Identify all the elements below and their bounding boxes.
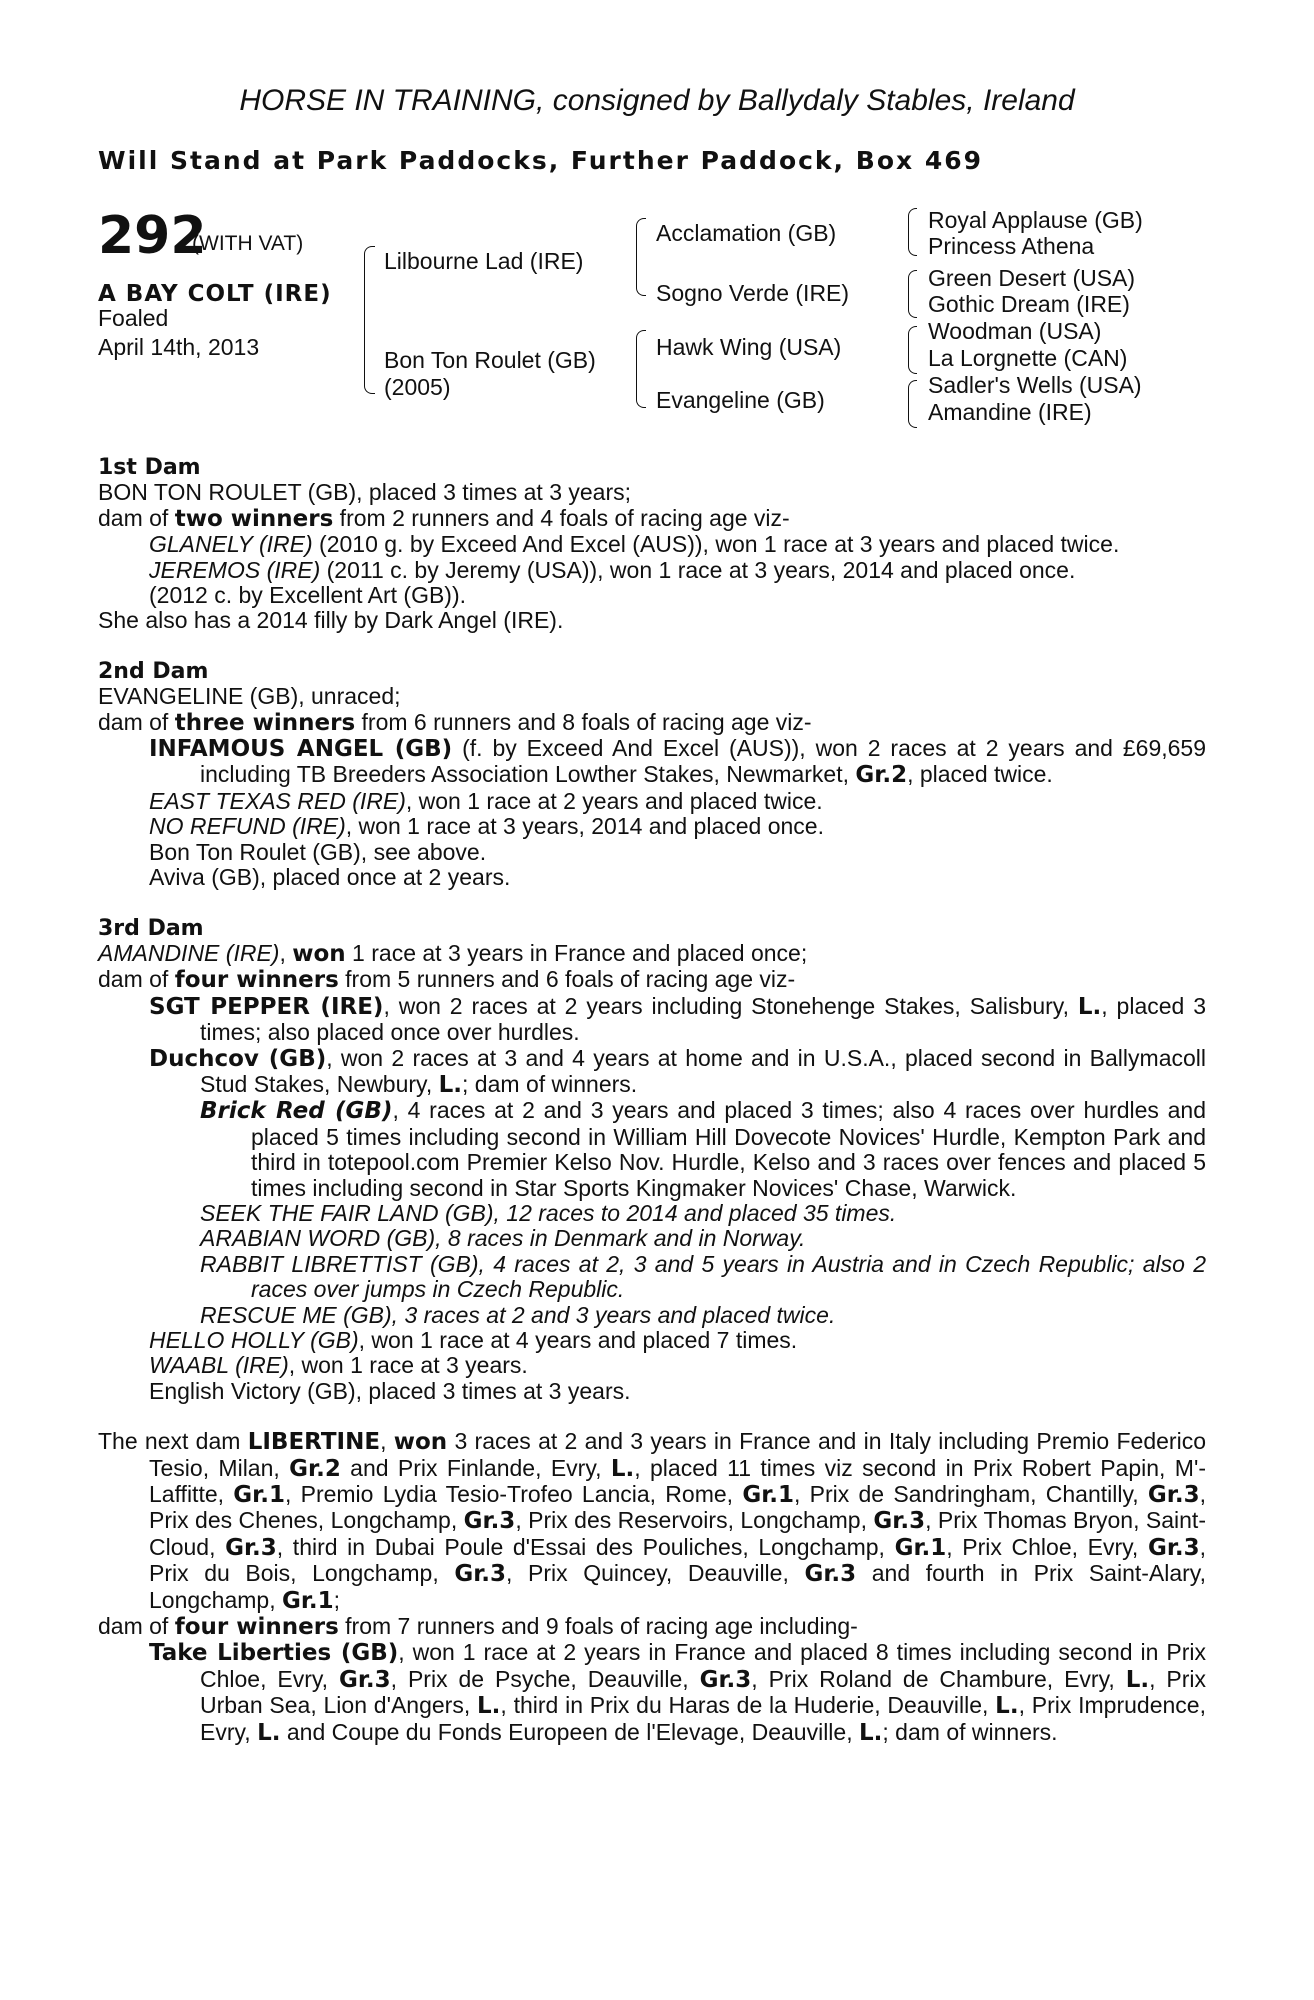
second-dam-produce-1: INFAMOUS ANGEL (GB) (f. by Exceed And Excel (AUS)), won 2 races at 2 years and £69,659 including TB Breeders Association Lowther Stakes, Newmarket, Gr.2, placed twice. (149, 735, 1207, 789)
third-dam-heading: 3rd Dam (98, 915, 204, 941)
pedigree-gg5: Woodman (USA) (928, 318, 1102, 344)
first-dam-summary: BON TON ROULET (GB), placed 3 times at 3 years; (98, 479, 632, 506)
second-dam-produce-2: EAST TEXAS RED (IRE), won 1 race at 2 years and placed twice. (149, 787, 823, 814)
pedigree-gg8: Amandine (IRE) (928, 399, 1092, 425)
duchcov-produce-arabian: ARABIAN WORD (GB), 8 races in Denmark and in Norway. (200, 1225, 806, 1252)
pedigree-brace-parents (364, 246, 375, 394)
duchcov-produce-rabbit: RABBIT LIBRETTIST (GB), 4 races at 2, 3 and 5 years in Austria and in Czech Republic; also 2 races over jumps in Czech Republic. (200, 1250, 1206, 1303)
third-dam-summary: AMANDINE (IRE), won 1 race at 3 years in France and placed once; (98, 939, 808, 967)
first-dam-produce-3: (2012 c. by Excellent Art (GB)). (149, 582, 467, 609)
pedigree-gg3: Green Desert (USA) (928, 265, 1136, 291)
pedigree-gg6: La Lorgnette (CAN) (928, 345, 1128, 371)
first-dam-produce-intro: dam of two winners from 2 runners and 4 foals of racing age viz- (98, 504, 790, 532)
pedigree-sire: Lilbourne Lad (IRE) (384, 248, 584, 274)
pedigree-sire-dam: Sogno Verde (IRE) (656, 280, 850, 306)
pedigree-dam-sire: Hawk Wing (USA) (656, 334, 842, 360)
pedigree-brace-g4 (908, 380, 917, 428)
produce-record (98, 455, 1206, 1746)
second-dam-produce-3: NO REFUND (IRE), won 1 race at 3 years, 2014 and placed once. (149, 813, 824, 840)
pedigree-brace-g2 (908, 270, 917, 318)
pedigree-brace-dam (636, 330, 646, 408)
pedigree-dam-year: (2005) (384, 374, 451, 400)
third-dam-produce-waabl: WAABL (IRE), won 1 race at 3 years. (149, 1352, 528, 1379)
first-dam-foal-note: She also has a 2014 filly by Dark Angel (IRE). (98, 607, 564, 634)
next-dam-produce-take-liberties: Take Liberties (GB), won 1 race at 2 years in France and placed 8 times including second in Prix Chloe, Evry, Gr.3, Prix de Psyche, Deauville, Gr.3, Prix Roland de Chambure, Evry, L., Prix Urban Sea, Lion d'Angers, L., third in Prix du Haras de la Huderie, Deauville, L., Prix Imprudence, Evry, L. and Coupe du Fonds Europeen de l'Elevage, Deauville, L.; dam of winners. (149, 1639, 1207, 1746)
pedigree-sire-sire: Acclamation (GB) (656, 220, 837, 246)
first-dam-produce-1: GLANELY (IRE) (2010 g. by Exceed And Excel (AUS)), won 1 race at 3 years and placed twice. (149, 531, 1120, 558)
foaled-date: April 14th, 2013 (98, 334, 260, 360)
pedigree-brace-sire (636, 218, 646, 296)
lot-description: A BAY COLT (IRE) (98, 281, 332, 307)
vat-note: (WITH VAT) (192, 232, 304, 255)
catalogue-title: HORSE IN TRAINING, consigned by Ballydaly Stables, Ireland (239, 84, 1075, 117)
foaled-label: Foaled (98, 305, 169, 331)
third-dam-produce-hello-holly: HELLO HOLLY (GB), won 1 race at 4 years and placed 7 times. (149, 1327, 798, 1353)
first-dam-produce-2: JEREMOS (IRE) (2011 c. by Jeremy (USA)), won 1 race at 3 years, 2014 and placed once. (149, 556, 1076, 583)
pedigree-gg4: Gothic Dream (IRE) (928, 291, 1130, 317)
pedigree-dam: Bon Ton Roulet (GB) (384, 347, 596, 373)
duchcov-produce-brick-red: Brick Red (GB), 4 races at 2 and 3 years and placed 3 times; also 4 races over hurdles and placed 5 times including second in William Hill Dovecote Novices' Hurdle, Kempton Park and third in totepool.com Premier Kelso Nov. Hurdle, Kelso and 3 races over fences and placed 5 times including second in Star Sports Kingmaker Novices' Chase, Warwick. (200, 1097, 1207, 1201)
third-dam-produce-intro: dam of four winners from 5 runners and 6 foals of racing age viz- (98, 966, 796, 994)
next-dam-summary: The next dam LIBERTINE, won 3 races at 2 and 3 years in France and in Italy including Premio Federico Tesio, Milan, Gr.2 and Prix Finlande, Evry, L., placed 11 times viz second in Prix Robert Papin, M'-Laffitte, Gr.1, Premio Lydia Tesio-Trofeo Lancia, Rome, Gr.1, Prix de Sandringham, Chantilly, Gr.3, Prix des Chenes, Longchamp, Gr.3, Prix des Reservoirs, Longchamp, Gr.3, Prix Thomas Bryon, Saint-Cloud, Gr.3, third in Dubai Poule d'Essai des Pouliches, Longchamp, Gr.1, Prix Chloe, Evry, Gr.3, Prix du Bois, Longchamp, Gr.3, Prix Quincey, Deauville, Gr.3 and fourth in Prix Saint-Alary, Longchamp, Gr.1; (98, 1428, 1207, 1614)
pedigree-brace-g3 (908, 326, 917, 374)
pedigree-gg1: Royal Applause (GB) (928, 207, 1143, 233)
pedigree-gg7: Sadler's Wells (USA) (928, 372, 1142, 398)
third-dam-produce-english-victory: English Victory (GB), placed 3 times at 3 years. (149, 1377, 631, 1404)
stand-location: Will Stand at Park Paddocks, Further Paddock, Box 469 (98, 146, 984, 175)
pedigree-brace-g1 (908, 208, 917, 256)
lot-number: 292 (98, 206, 207, 266)
next-dam-produce-intro: dam of four winners from 7 runners and 9 foals of racing age including- (98, 1613, 858, 1641)
second-dam-summary: EVANGELINE (GB), unraced; (98, 683, 401, 710)
duchcov-produce-seek: SEEK THE FAIR LAND (GB), 12 races to 2014 and placed 35 times. (200, 1199, 897, 1226)
pedigree-dam-dam: Evangeline (GB) (656, 387, 825, 413)
first-dam-heading: 1st Dam (98, 455, 201, 480)
second-dam-produce-intro: dam of three winners from 6 runners and 8 foals of racing age viz- (98, 708, 812, 736)
third-dam-produce-duchcov: Duchcov (GB), won 2 races at 3 and 4 years at home and in U.S.A., placed second in Ballymacoll Stud Stakes, Newbury, L.; dam of winners. (149, 1044, 1206, 1098)
duchcov-produce-rescue: RESCUE ME (GB), 3 races at 2 and 3 years and placed twice. (200, 1301, 836, 1328)
second-dam-heading: 2nd Dam (98, 658, 209, 684)
pedigree-gg2: Princess Athena (928, 233, 1095, 259)
second-dam-produce-4: Bon Ton Roulet (GB), see above. (149, 838, 487, 865)
second-dam-produce-5: Aviva (GB), placed once at 2 years. (149, 864, 511, 891)
third-dam-produce-sgt-pepper: SGT PEPPER (IRE), won 2 races at 2 years including Stonehenge Stakes, Salisbury, L., placed 3 times; also placed once over hurdles. (149, 992, 1206, 1046)
